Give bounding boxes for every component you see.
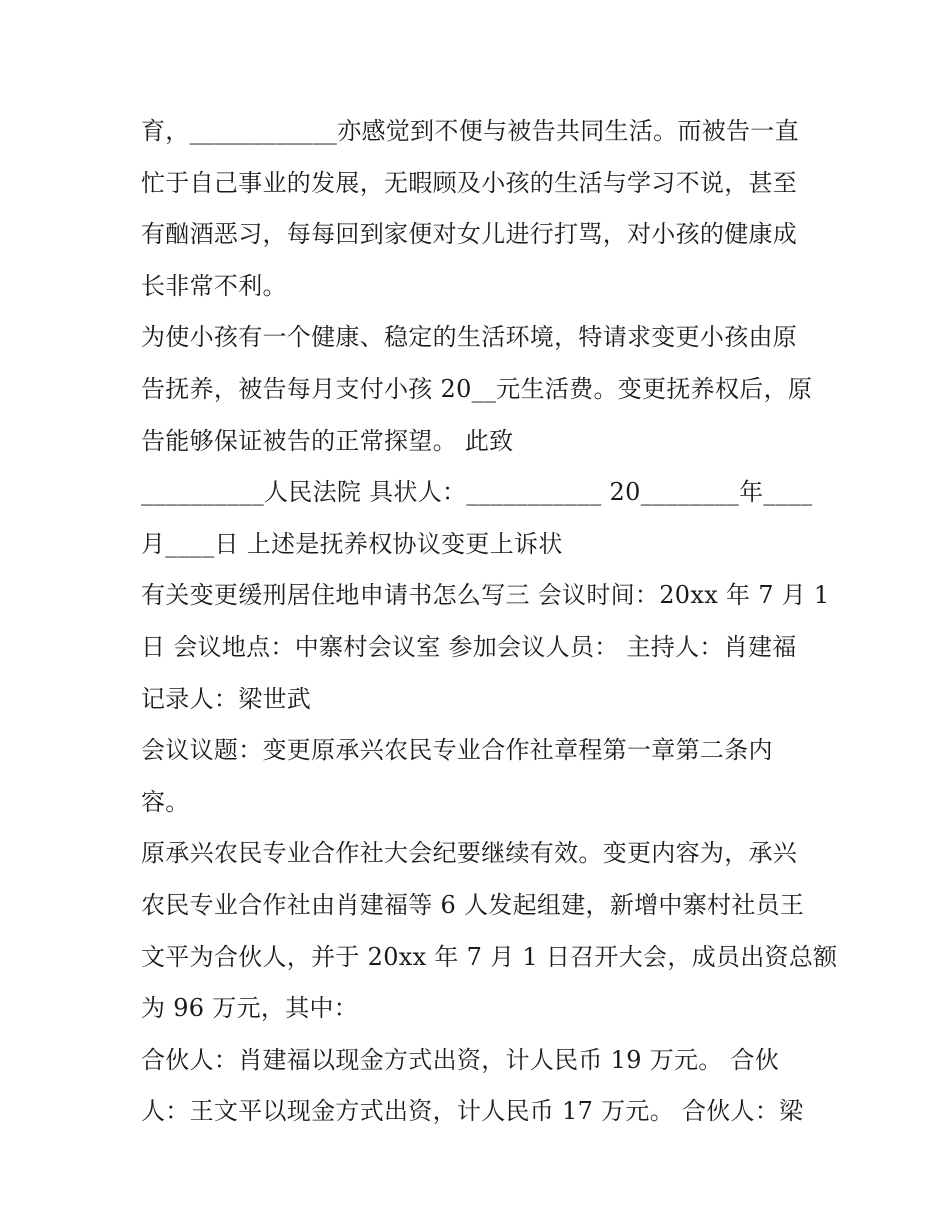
text-line: 日 会议地点：中寨村会议室 参加会议人员： 主持人：肖建福 [141,632,797,661]
text-line: 为使小孩有一个健康、稳定的生活环境，特请求变更小孩由原 [141,323,798,352]
text-line: 合伙人：肖建福以现金方式出资，计人民币 19 万元。 合伙 [141,1045,780,1074]
text-line: __________人民法院 具状人：___________ 20________年____ [141,478,813,507]
text-line: 有关变更缓刑居住地申请书怎么写三 会议时间：20xx 年 7 月 1 [141,581,830,610]
text-line: 长非常不利。 [141,271,287,300]
text-line: 有酗酒恶习，每每回到家便对女儿进行打骂，对小孩的健康成 [141,220,798,249]
text-line: 告抚养，被告每月支付小孩 20__元生活费。变更抚养权后，原 [141,374,813,403]
text-line: 育，____________亦感觉到不便与被告共同生活。而被告一直 [141,117,799,145]
text-line: 文平为合伙人，并于 20xx 年 7 月 1 日召开大会，成员出资总额 [141,942,838,971]
text-line: 忙于自己事业的发展，无暇顾及小孩的生活与学习不说，甚至 [141,168,798,197]
document-body [141,106,838,1138]
text-line: 人：王文平以现金方式出资，计人民币 17 万元。 合伙人：梁 [141,1097,804,1126]
text-line: 原承兴农民专业合作社大会纪要继续有效。变更内容为，承兴 [141,839,798,868]
text-line: 记录人：梁世武 [141,684,312,713]
text-line: 容。 [141,787,190,816]
text-line: 告能够保证被告的正常探望。 此致 [141,426,514,455]
text-line: 会议议题：变更原承兴农民专业合作社章程第一章第二条内 [141,736,773,765]
text-line: 月____日 上述是抚养权协议变更上诉状 [141,529,563,558]
text-line: 为 96 万元，其中： [141,994,359,1023]
text-line: 农民专业合作社由肖建福等 6 人发起组建，新增中寨村社员王 [141,890,805,919]
